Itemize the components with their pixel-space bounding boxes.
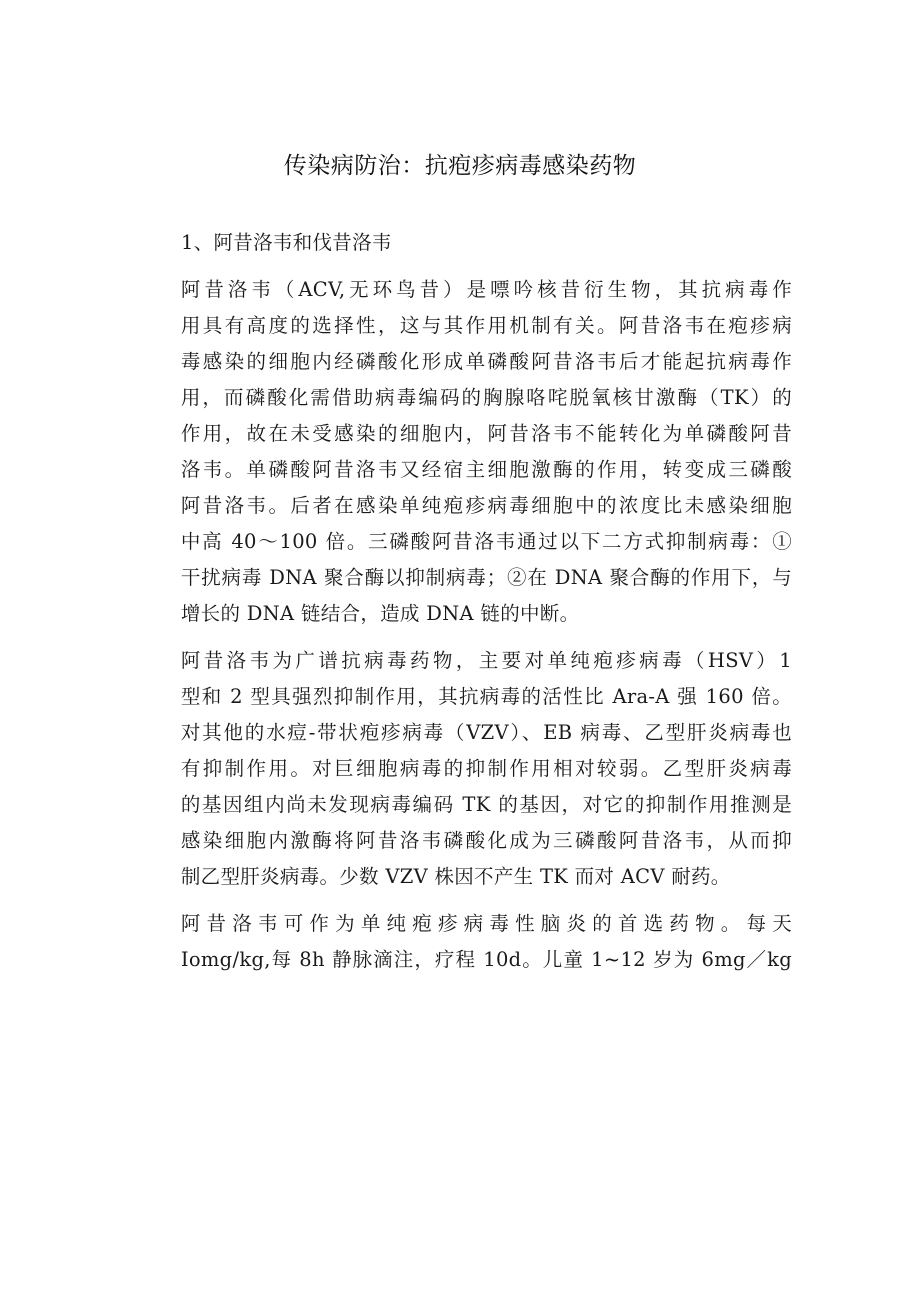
paragraph [136,272,792,632]
paragraph-line: 有抑制作用。对巨细胞病毒的抑制作用相对较弱。乙型肝炎病毒 [180,757,792,780]
document-body [136,225,792,978]
paragraph-line: 的基因组内尚未发现病毒编码 TK 的基因，对它的抑制作用推测是 [180,793,792,816]
paragraph-line: 中高 40～100 倍。三磷酸阿昔洛韦通过以下二方式抑制病毒：① [180,530,792,553]
paragraph-line: 阿昔洛韦可作为单纯疱疹病毒性脑炎的首选药物。每天 [180,912,792,935]
paragraph-line: 型和 2 型具强烈抑制作用，其抗病毒的活性比 Ara-A 强 160 倍。 [180,685,792,708]
paragraph-line: 对其他的水痘-带状疱疹病毒（VZV）、EB 病毒、乙型肝炎病毒也 [180,721,792,744]
paragraph-line: 增长的 DNA 链结合，造成 DNA 链的中断。 [180,602,580,625]
paragraph-line: 毒感染的细胞内经磷酸化形成单磷酸阿昔洛韦后才能起抗病毒作 [180,350,792,373]
paragraph-line: 阿昔洛韦为广谱抗病毒药物，主要对单纯疱疹病毒（HSV）1 [180,649,792,672]
paragraph-line: 阿昔洛韦。后者在感染单纯疱疹病毒细胞中的浓度比未感染细胞 [180,494,792,517]
paragraph-line: 干扰病毒 DNA 聚合酶以抑制病毒；②在 DNA 聚合酶的作用下，与 [180,566,792,589]
paragraph-line: 感染细胞内激酶将阿昔洛韦磷酸化成为三磷酸阿昔洛韦，从而抑 [180,829,792,852]
paragraph-line: 用具有高度的选择性，这与其作用机制有关。阿昔洛韦在疱疹病 [180,314,792,337]
paragraph-line: Iomg/kg,每 8h 静脉滴注，疗程 10d。儿童 1~12 岁为 6mg／kg [180,948,792,971]
paragraph-line: 洛韦。单磷酸阿昔洛韦又经宿主细胞激酶的作用，转变成三磷酸 [180,458,792,481]
paragraph-line: 阿昔洛韦（ACV,无环鸟昔）是嘌吟核昔衍生物，其抗病毒作 [180,278,792,301]
paragraph-line: 用，而磷酸化需借助病毒编码的胸腺咯咤脱氧核甘激酶（TK）的 [180,386,792,409]
paragraph [136,906,792,978]
paragraph [136,643,792,895]
paragraph-line: 制乙型肝炎病毒。少数 VZV 株因不产生 TK 而对 ACV 耐药。 [180,865,731,888]
paragraph-line: 作用，故在未受感染的细胞内，阿昔洛韦不能转化为单磷酸阿昔 [180,422,792,445]
section-heading: 1、阿昔洛韦和伐昔洛韦 [181,231,392,254]
document-title: 传染病防治：抗疱疹病毒感染药物 [283,153,637,179]
